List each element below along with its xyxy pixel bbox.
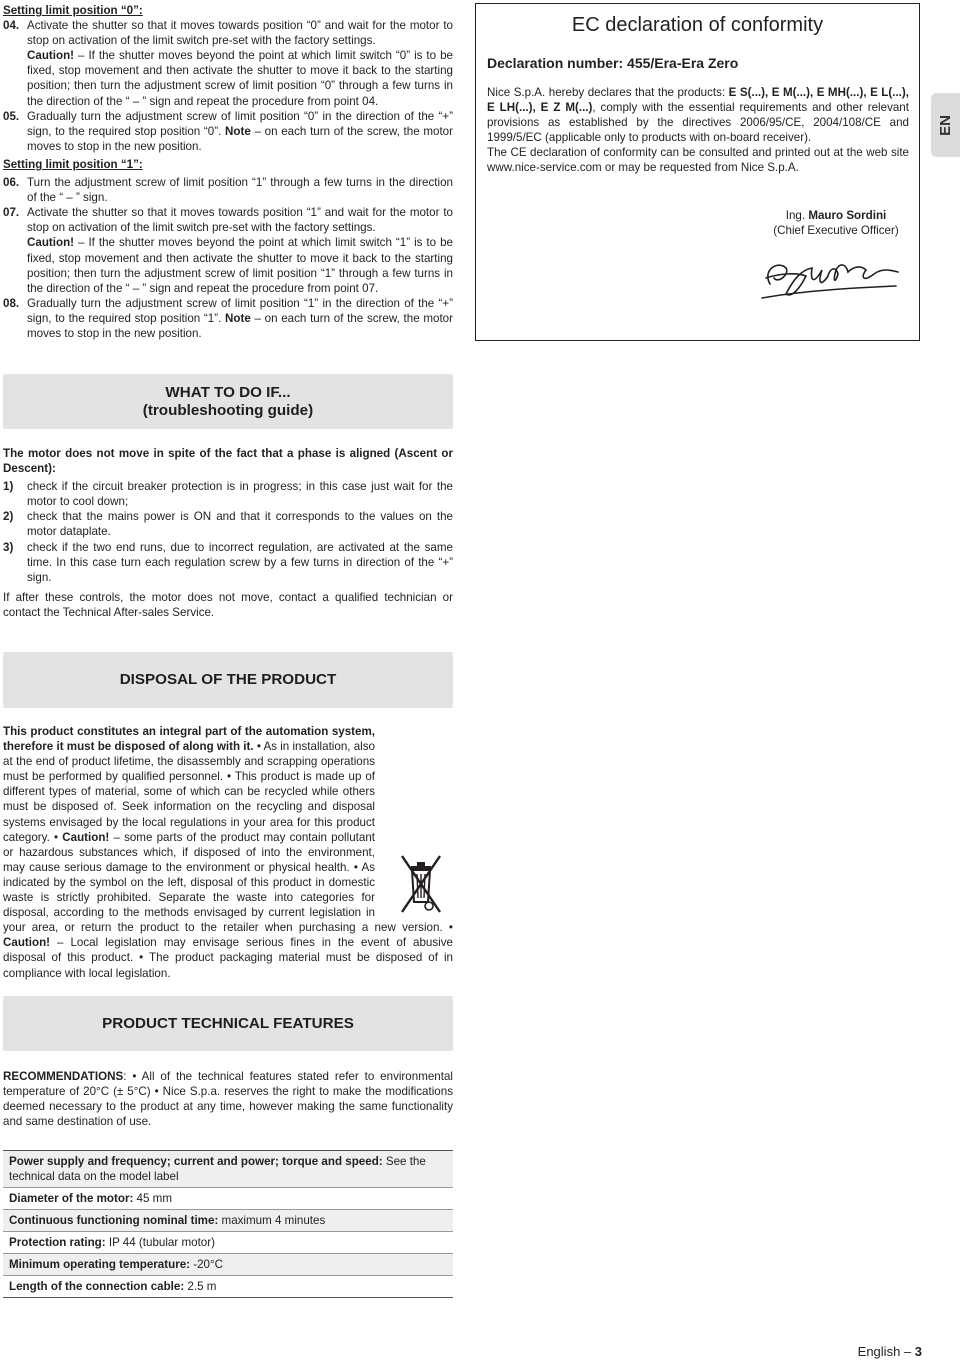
step-04: [3, 18, 453, 109]
troubleshooting-subtitle: (troubleshooting guide): [142, 401, 314, 419]
step-text: Turn the adjustment screw of limit position “1” through a few turns in the direction of the “ – ” sign.: [27, 176, 453, 205]
caution-label: Caution!: [3, 936, 51, 950]
disposal-title: DISPOSAL OF THE PRODUCT: [119, 671, 337, 688]
step-caution-text: – If the shutter moves beyond the point at which limit switch “1” is to be fixed, stop movement and then activate the shutter to move it back to the starting position; then turn the adjustment screw of limit position “1” through a few turns in the direction of the “ – ” sign and repeat the procedure from point 07.: [27, 236, 453, 295]
step-note-text: – on each turn of the screw, the motor moves to stop in the new position.: [27, 124, 453, 153]
step-text: Activate the shutter so that it moves towards position “1” and wait for the motor to stop on activation of the limit switch pre-set with the factory settings.: [27, 206, 453, 235]
footer-language: English: [857, 1344, 901, 1359]
table-row: [3, 1151, 453, 1188]
item-text: check that the mains power is ON and that it corresponds to the values on the motor dataplate.: [27, 510, 453, 539]
step-number: 05.: [3, 109, 20, 123]
page-footer: [858, 1344, 922, 1359]
spec-value: IP 44 (tubular motor): [105, 1236, 215, 1249]
disposal-paragraph-1: • As in installation, also at the end of product lifetime, the disassembly and scrapping operations must be performed by qualified personnel. • This product is made up of different types of material, some of which can be recycled while others must be disposed of. Seek information on the recycling and disposal systems envisaged by the local regulations in your area for this product category. •: [3, 740, 375, 844]
troubleshooting-section: [3, 446, 453, 620]
item-text: check if the circuit breaker protection is in progress; in this case just wait for the motor to cool down;: [27, 480, 453, 509]
item-text: check if the two end runs, due to incorrect regulation, are activated at the same time. In this case turn each regulation screw by a few turns in direction of the “+” sign.: [27, 540, 453, 584]
spec-value: See the technical data on the model label: [9, 1155, 426, 1183]
item-number: 3): [3, 540, 14, 554]
troubleshooting-outro: If after these controls, the motor does not move, contact a qualified technician or contact the Technical After-sales Service.: [3, 590, 453, 619]
disposal-section: [3, 724, 453, 981]
step-text: Gradually turn the adjustment screw of limit position “0” in the direction of the “+” sign, to the required stop position “0”.: [27, 109, 453, 138]
spec-value: -20°C: [190, 1258, 224, 1271]
troubleshooting-title: WHAT TO DO IF...: [165, 383, 291, 401]
page-number: 3: [914, 1344, 922, 1359]
spec-label: Protection rating:: [9, 1236, 106, 1249]
language-tab-label: EN: [937, 114, 954, 136]
note-label: Note: [225, 124, 251, 138]
spec-table: [3, 1150, 453, 1298]
step-05: [3, 109, 453, 154]
spec-label: Length of the connection cable:: [9, 1280, 185, 1293]
spec-label: Minimum operating temperature:: [9, 1258, 191, 1271]
caution-label: Caution!: [27, 236, 75, 250]
spec-cell: [3, 1151, 453, 1188]
troubleshooting-item: [3, 540, 453, 585]
declaration-products: E S(...), E M(...), E MH(...), E L(...), E LH(...), E Z M(...): [487, 86, 909, 115]
disposal-paragraph-2: – some parts of the product may contain pollutant or hazardous substances which, if disposed of into the environment, may cause serious damage to the environment or physical health. • As indicated by the symbol on the left, disposal of this product in domestic waste is strictly prohibited. Separate the waste into categories for disposal, according to the methods envisaged by current legislation in your area, or return the product to the retailer when purchasing a new version. •: [3, 830, 453, 935]
spec-value: 2.5 m: [184, 1280, 217, 1293]
item-number: 2): [3, 510, 14, 524]
caution-label: Caution!: [27, 49, 75, 63]
caution-label: Caution!: [62, 830, 110, 844]
declaration-compliance: , comply with the essential requirements and other relevant provisions as established by the directives 2006/95/CE, 2004/108/CE and 1999/5/EC (applicable only to products with on-board receiver).: [487, 101, 909, 145]
ec-declaration-box: [475, 3, 920, 341]
heading-limit-1: Setting limit position “1”:: [3, 157, 143, 171]
signer-block: [746, 208, 926, 238]
footer-dash: –: [900, 1344, 915, 1359]
signer-prefix: Ing.: [785, 209, 809, 222]
language-tab: [931, 93, 960, 157]
declaration-body: [487, 85, 909, 176]
declaration-intro: Nice S.p.A. hereby declares that the products:: [487, 86, 729, 99]
disposal-paragraph-3: – Local legislation may envisage serious fines in the event of abusive disposal of this product. • The product packaging material must be disposed of in compliance with local legislation.: [3, 936, 453, 980]
step-06: [3, 175, 453, 205]
step-caution-text: – If the shutter moves beyond the point at which limit switch “0” is to be fixed, stop movement and then activate the shutter to move it back to the starting position; then turn the adjustment screw of limit position “0” through a few turns in the direction of the “ – ” sign and repeat the procedure from point 04.: [27, 49, 453, 108]
declaration-number: Declaration number: 455/Era-Era Zero: [487, 55, 739, 71]
table-row: [3, 1210, 453, 1232]
spec-label: Continuous functioning nominal time:: [9, 1214, 219, 1227]
features-title: PRODUCT TECHNICAL FEATURES: [102, 1014, 354, 1032]
signer-role: (Chief Executive Officer): [773, 224, 899, 238]
spec-label: Diameter of the motor:: [9, 1192, 134, 1205]
step-number: 04.: [3, 19, 20, 33]
declaration-web: The CE declaration of conformity can be consulted and printed out at the web site www.nice-service.com or may be requested from Nice S.p.A.: [487, 146, 909, 175]
note-label: Note: [225, 311, 251, 325]
heading-limit-0: Setting limit position “0”:: [3, 4, 143, 17]
disposal-header: [3, 652, 453, 708]
troubleshooting-header: [3, 374, 453, 429]
table-row: [3, 1254, 453, 1276]
recommendations-text: : • All of the technical features stated refer to environmental temperature of 20°C (± 5°C) • Nice S.p.a. reserves the right to make the modifications deemed necessary to the product at any time, however making the same functionality and same destination of use.: [3, 1070, 453, 1129]
spec-cell: [3, 1254, 453, 1276]
declaration-title: EC declaration of conformity: [571, 14, 824, 36]
step-07: [3, 205, 453, 296]
table-row: [3, 1232, 453, 1254]
troubleshooting-intro: The motor does not move in spite of the fact that a phase is aligned (Ascent or Descent):: [3, 447, 453, 476]
bin-icon-spacer: [375, 842, 453, 917]
recommendations-label: RECOMMENDATIONS: [3, 1070, 124, 1083]
step-number: 08.: [3, 296, 20, 310]
recommendations: [3, 1069, 453, 1129]
signature-image: [756, 248, 906, 308]
step-text: Gradually turn the adjustment screw of limit position “1” in the direction of the “+” sign, to the required stop position “1”.: [27, 296, 453, 325]
spec-value: 45 mm: [133, 1192, 172, 1205]
step-number: 07.: [3, 206, 20, 220]
table-row: [3, 1276, 453, 1298]
spec-label: Power supply and frequency; current and power; torque and speed:: [9, 1155, 383, 1168]
troubleshooting-item: [3, 509, 453, 539]
table-row: [3, 1188, 453, 1210]
features-header: [3, 996, 453, 1051]
item-number: 1): [3, 480, 14, 494]
spec-cell: [3, 1188, 453, 1210]
step-number: 06.: [3, 176, 20, 190]
spec-cell: [3, 1210, 453, 1232]
disposal-text: [3, 724, 453, 981]
limit-setting-section: [3, 3, 453, 341]
spec-cell: [3, 1232, 453, 1254]
spec-cell: [3, 1276, 453, 1298]
step-08: [3, 296, 453, 341]
step-note-text: – on each turn of the screw, the motor moves to stop in the new position.: [27, 311, 453, 340]
signer-name: Mauro Sordini: [808, 209, 887, 222]
troubleshooting-item: [3, 479, 453, 509]
spec-value: maximum 4 minutes: [218, 1214, 326, 1227]
step-text: Activate the shutter so that it moves towards position “0” and wait for the motor to stop on activation of the limit switch pre-set with the factory settings.: [27, 19, 453, 48]
disposal-lead: This product constitutes an integral part of the automation system, therefore it must be disposed of along with it.: [3, 725, 375, 754]
